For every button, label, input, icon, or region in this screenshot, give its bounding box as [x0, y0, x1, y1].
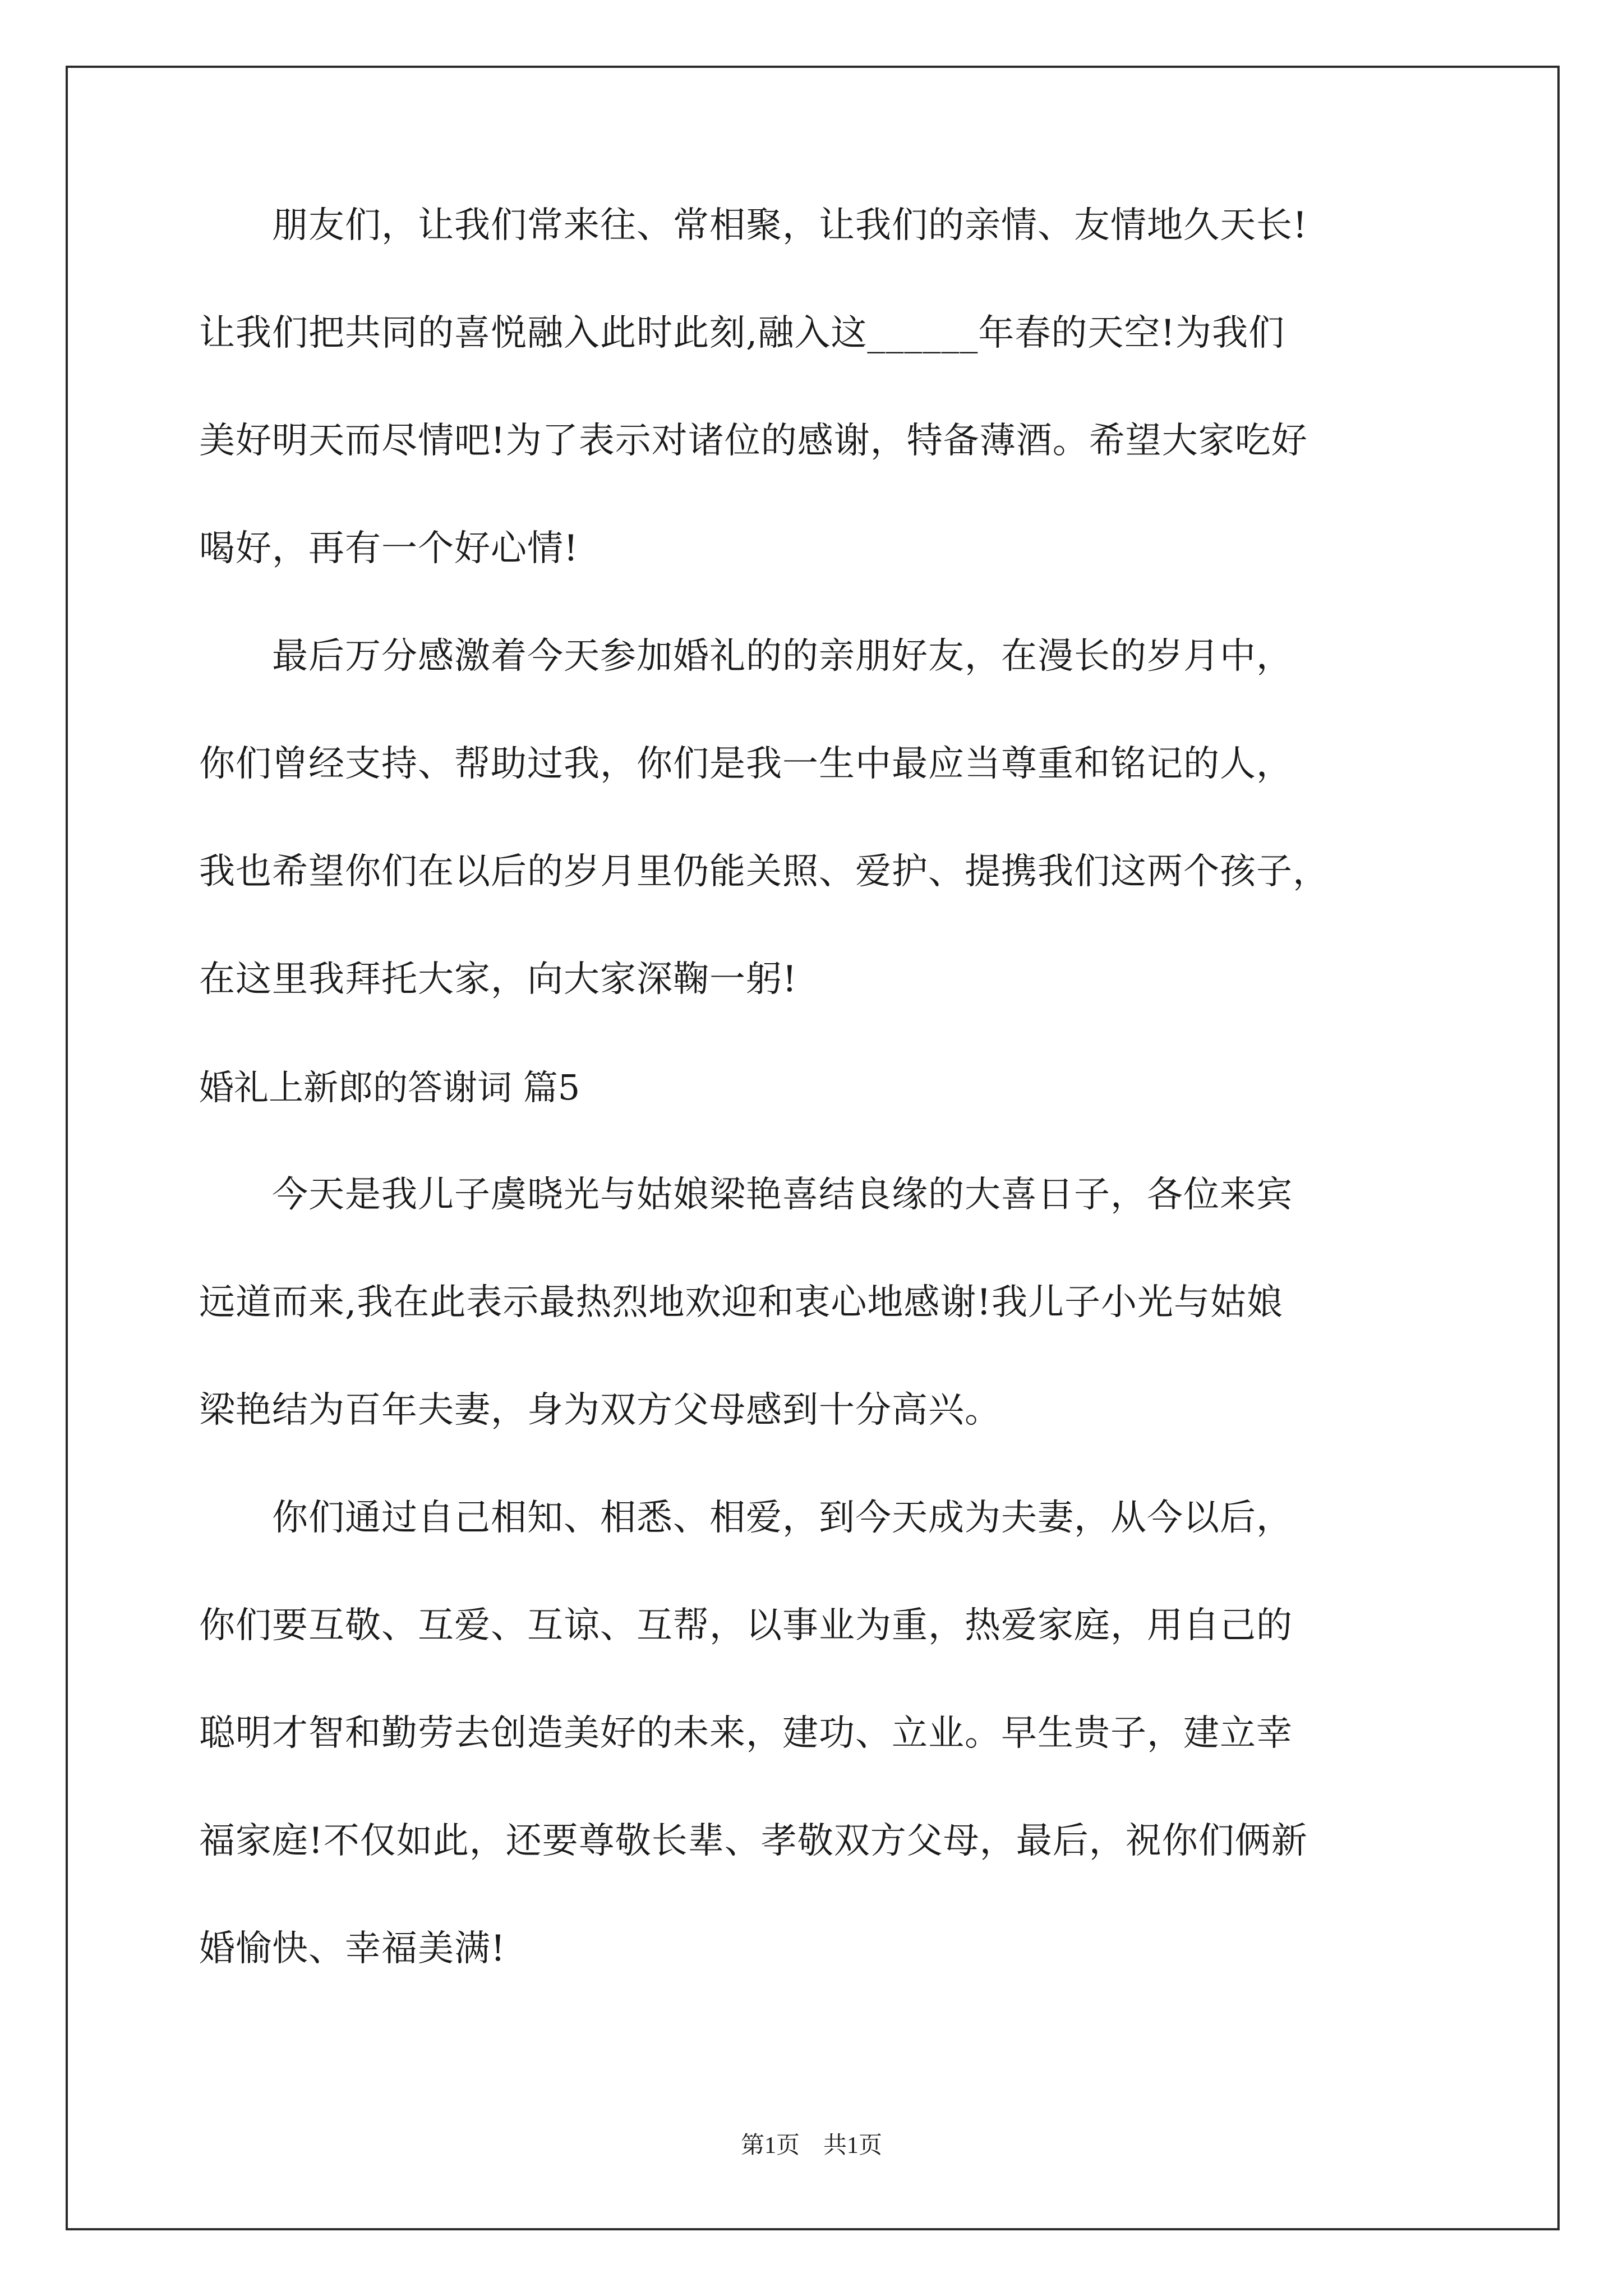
paragraph-line: 聪明才智和勤劳去创造美好的未来，建功、立业。早生贵子，建立幸 — [199, 1713, 1293, 1754]
paragraph-line: 梁艳结为百年夫妻，身为双方父母感到十分高兴。 — [199, 1389, 1001, 1431]
paragraph-line: 今天是我儿子虞晓光与姑娘梁艳喜结良缘的大喜日子，各位来宾 — [272, 1174, 1293, 1216]
paragraph-line: 朋友们，让我们常来往、常相聚，让我们的亲情、友情地久天长! — [272, 205, 1308, 246]
paragraph-line: 福家庭!不仅如此，还要尊敬长辈、孝敬双方父母，最后，祝你们俩新 — [199, 1820, 1308, 1862]
paragraph-line: 你们要互敬、互爱、互谅、互帮，以事业为重，热爱家庭，用自己的 — [199, 1605, 1293, 1646]
paragraph-line: 婚愉快、幸福美满! — [199, 1928, 506, 1970]
paragraph-line: 你们曾经支持、帮助过我，你们是我一生中最应当尊重和铭记的人， — [199, 743, 1293, 785]
paragraph-line: 最后万分感激着今天参加婚礼的的亲朋好友，在漫长的岁月中， — [272, 636, 1293, 677]
section-heading: 婚礼上新郎的答谢词 篇5 — [199, 1067, 580, 1108]
paragraph-line: 我也希望你们在以后的岁月里仍能关照、爱护、提携我们这两个孩子， — [199, 851, 1329, 892]
paragraph-line: 远道而来,我在此表示最热烈地欢迎和衷心地感谢!我儿子小光与姑娘 — [199, 1282, 1284, 1323]
paragraph-line: 你们通过自己相知、相悉、相爱，到今天成为夫妻，从今以后， — [272, 1497, 1293, 1539]
paragraph-line: 让我们把共同的喜悦融入此时此刻,融入这______年春的天空!为我们 — [199, 312, 1285, 354]
paragraph-line: 在这里我拜托大家，向大家深鞠一躬! — [199, 959, 797, 1000]
document-body — [199, 205, 1444, 2039]
page-number: 第1页 共1页 — [740, 2133, 882, 2159]
paragraph-line: 美好明天而尽情吧!为了表示对诸位的感谢，特备薄酒。希望大家吃好 — [199, 420, 1308, 462]
paragraph-line: 喝好，再有一个好心情! — [199, 528, 579, 569]
